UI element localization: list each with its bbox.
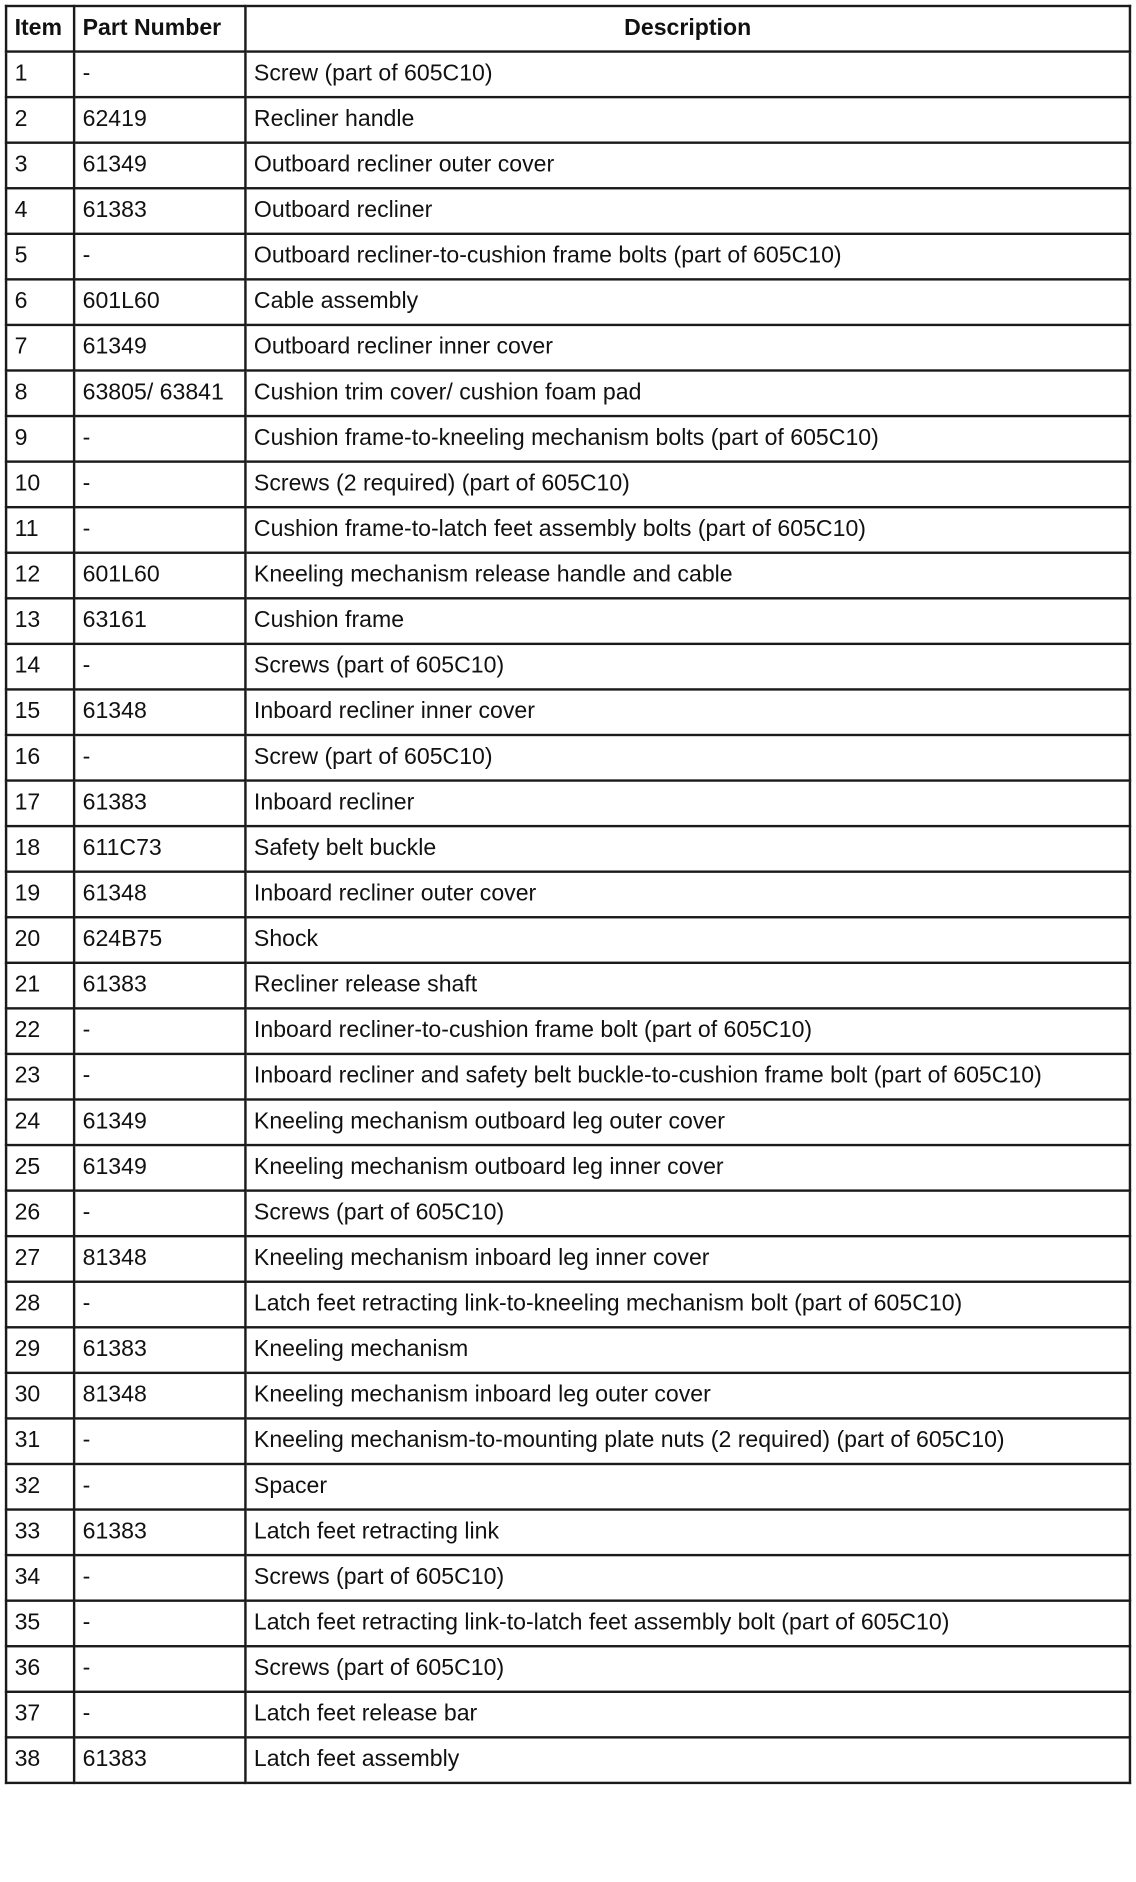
part-number-cell: 61383 [74, 188, 245, 234]
part-number-cell: 61383 [74, 1510, 245, 1556]
part-number-cell: 61349 [74, 1145, 245, 1191]
part-number-cell: - [74, 1054, 245, 1100]
description-cell: Screws (part of 605C10) [245, 644, 1130, 690]
item-cell: 13 [6, 598, 74, 644]
table-row [6, 1373, 1130, 1419]
item-cell: 5 [6, 234, 74, 280]
table-row [6, 735, 1130, 781]
table-row [6, 370, 1130, 416]
parts-table-body [6, 52, 1130, 1783]
table-row [6, 1145, 1130, 1191]
part-number-cell: 624B75 [74, 917, 245, 963]
description-cell: Shock [245, 917, 1130, 963]
item-cell: 23 [6, 1054, 74, 1100]
description-cell: Outboard recliner-to-cushion frame bolts (part of 605C10) [245, 234, 1130, 280]
description-column-header: Description [245, 6, 1130, 52]
part-number-cell: - [74, 1464, 245, 1510]
description-cell: Kneeling mechanism-to-mounting plate nuts (2 required) (part of 605C10) [245, 1418, 1130, 1464]
part-number-cell: 61349 [74, 1099, 245, 1145]
description-cell: Latch feet retracting link [245, 1510, 1130, 1556]
part-number-cell: 601L60 [74, 553, 245, 599]
description-cell: Inboard recliner and safety belt buckle-to-cushion frame bolt (part of 605C10) [245, 1054, 1130, 1100]
description-cell: Spacer [245, 1464, 1130, 1510]
part-number-cell: 63805/ 63841 [74, 370, 245, 416]
item-cell: 34 [6, 1555, 74, 1601]
description-cell: Cushion trim cover/ cushion foam pad [245, 370, 1130, 416]
table-row [6, 1191, 1130, 1237]
description-cell: Screws (2 required) (part of 605C10) [245, 462, 1130, 508]
header-row [6, 6, 1130, 52]
parts-table [5, 5, 1131, 1784]
part-number-cell: 61383 [74, 1737, 245, 1783]
table-row [6, 234, 1130, 280]
description-cell: Screws (part of 605C10) [245, 1646, 1130, 1692]
item-cell: 22 [6, 1008, 74, 1054]
item-cell: 19 [6, 872, 74, 918]
item-cell: 28 [6, 1282, 74, 1328]
item-cell: 25 [6, 1145, 74, 1191]
table-row [6, 1008, 1130, 1054]
description-cell: Kneeling mechanism [245, 1327, 1130, 1373]
part-number-cell: - [74, 1601, 245, 1647]
description-cell: Outboard recliner inner cover [245, 325, 1130, 371]
item-cell: 18 [6, 826, 74, 872]
item-cell: 27 [6, 1236, 74, 1282]
item-cell: 6 [6, 279, 74, 325]
table-row [6, 1282, 1130, 1328]
item-cell: 32 [6, 1464, 74, 1510]
part-number-cell: - [74, 735, 245, 781]
item-cell: 12 [6, 553, 74, 599]
part-number-cell: 61383 [74, 963, 245, 1009]
description-cell: Cushion frame [245, 598, 1130, 644]
table-row [6, 1327, 1130, 1373]
table-row [6, 1236, 1130, 1282]
part-number-cell: 611C73 [74, 826, 245, 872]
part-number-cell: 63161 [74, 598, 245, 644]
table-row [6, 416, 1130, 462]
description-cell: Latch feet release bar [245, 1692, 1130, 1738]
part-number-cell: 61383 [74, 1327, 245, 1373]
description-cell: Kneeling mechanism outboard leg inner cover [245, 1145, 1130, 1191]
description-cell: Kneeling mechanism outboard leg outer cover [245, 1099, 1130, 1145]
item-column-header: Item [6, 6, 74, 52]
table-row [6, 1510, 1130, 1556]
table-row [6, 963, 1130, 1009]
table-row [6, 52, 1130, 98]
description-cell: Cushion frame-to-kneeling mechanism bolts (part of 605C10) [245, 416, 1130, 462]
item-cell: 31 [6, 1418, 74, 1464]
part-number-cell: - [74, 416, 245, 462]
description-cell: Inboard recliner-to-cushion frame bolt (part of 605C10) [245, 1008, 1130, 1054]
item-cell: 35 [6, 1601, 74, 1647]
item-cell: 4 [6, 188, 74, 234]
table-row [6, 325, 1130, 371]
part-number-cell: - [74, 234, 245, 280]
part-number-cell: 61348 [74, 872, 245, 918]
part-number-cell: 61348 [74, 689, 245, 735]
item-cell: 14 [6, 644, 74, 690]
item-cell: 33 [6, 1510, 74, 1556]
description-cell: Screw (part of 605C10) [245, 52, 1130, 98]
description-cell: Inboard recliner outer cover [245, 872, 1130, 918]
table-row [6, 1646, 1130, 1692]
table-row [6, 781, 1130, 827]
item-cell: 8 [6, 370, 74, 416]
item-cell: 2 [6, 97, 74, 143]
item-cell: 11 [6, 507, 74, 553]
table-row [6, 1692, 1130, 1738]
table-row [6, 1555, 1130, 1601]
item-cell: 10 [6, 462, 74, 508]
table-row [6, 553, 1130, 599]
description-cell: Screws (part of 605C10) [245, 1191, 1130, 1237]
table-row [6, 462, 1130, 508]
description-cell: Latch feet assembly [245, 1737, 1130, 1783]
description-cell: Recliner release shaft [245, 963, 1130, 1009]
description-cell: Outboard recliner outer cover [245, 143, 1130, 189]
part-number-cell: - [74, 507, 245, 553]
part-number-cell: - [74, 1692, 245, 1738]
table-row [6, 1464, 1130, 1510]
item-cell: 21 [6, 963, 74, 1009]
item-cell: 37 [6, 1692, 74, 1738]
part-number-cell: 61349 [74, 143, 245, 189]
item-cell: 16 [6, 735, 74, 781]
description-cell: Kneeling mechanism release handle and cable [245, 553, 1130, 599]
item-cell: 36 [6, 1646, 74, 1692]
part-number-cell: 81348 [74, 1236, 245, 1282]
description-cell: Kneeling mechanism inboard leg outer cover [245, 1373, 1130, 1419]
parts-table-header [6, 6, 1130, 52]
table-row [6, 644, 1130, 690]
description-cell: Latch feet retracting link-to-latch feet assembly bolt (part of 605C10) [245, 1601, 1130, 1647]
description-cell: Cushion frame-to-latch feet assembly bolts (part of 605C10) [245, 507, 1130, 553]
description-cell: Outboard recliner [245, 188, 1130, 234]
table-row [6, 598, 1130, 644]
part-number-cell: - [74, 1282, 245, 1328]
item-cell: 26 [6, 1191, 74, 1237]
table-row [6, 1099, 1130, 1145]
description-cell: Kneeling mechanism inboard leg inner cover [245, 1236, 1130, 1282]
part-number-cell: - [74, 1555, 245, 1601]
item-cell: 9 [6, 416, 74, 462]
description-cell: Screws (part of 605C10) [245, 1555, 1130, 1601]
part-number-cell: - [74, 1008, 245, 1054]
part-number-cell: - [74, 462, 245, 508]
part-number-cell: 61349 [74, 325, 245, 371]
part-number-cell: 81348 [74, 1373, 245, 1419]
table-row [6, 1601, 1130, 1647]
part-number-cell: - [74, 1418, 245, 1464]
item-cell: 30 [6, 1373, 74, 1419]
part-number-column-header: Part Number [74, 6, 245, 52]
part-number-cell: - [74, 644, 245, 690]
description-cell: Screw (part of 605C10) [245, 735, 1130, 781]
item-cell: 38 [6, 1737, 74, 1783]
table-row [6, 143, 1130, 189]
part-number-cell: 62419 [74, 97, 245, 143]
part-number-cell: - [74, 1191, 245, 1237]
item-cell: 3 [6, 143, 74, 189]
table-row [6, 826, 1130, 872]
description-cell: Safety belt buckle [245, 826, 1130, 872]
table-row [6, 917, 1130, 963]
part-number-cell: - [74, 52, 245, 98]
description-cell: Cable assembly [245, 279, 1130, 325]
table-row [6, 872, 1130, 918]
description-cell: Inboard recliner inner cover [245, 689, 1130, 735]
item-cell: 29 [6, 1327, 74, 1373]
item-cell: 17 [6, 781, 74, 827]
part-number-cell: 601L60 [74, 279, 245, 325]
description-cell: Latch feet retracting link-to-kneeling mechanism bolt (part of 605C10) [245, 1282, 1130, 1328]
table-row [6, 279, 1130, 325]
item-cell: 20 [6, 917, 74, 963]
table-row [6, 689, 1130, 735]
table-row [6, 188, 1130, 234]
table-row [6, 1737, 1130, 1783]
description-cell: Recliner handle [245, 97, 1130, 143]
item-cell: 7 [6, 325, 74, 371]
table-row [6, 97, 1130, 143]
item-cell: 24 [6, 1099, 74, 1145]
table-row [6, 1054, 1130, 1100]
table-row [6, 507, 1130, 553]
item-cell: 1 [6, 52, 74, 98]
part-number-cell: - [74, 1646, 245, 1692]
table-row [6, 1418, 1130, 1464]
part-number-cell: 61383 [74, 781, 245, 827]
description-cell: Inboard recliner [245, 781, 1130, 827]
item-cell: 15 [6, 689, 74, 735]
